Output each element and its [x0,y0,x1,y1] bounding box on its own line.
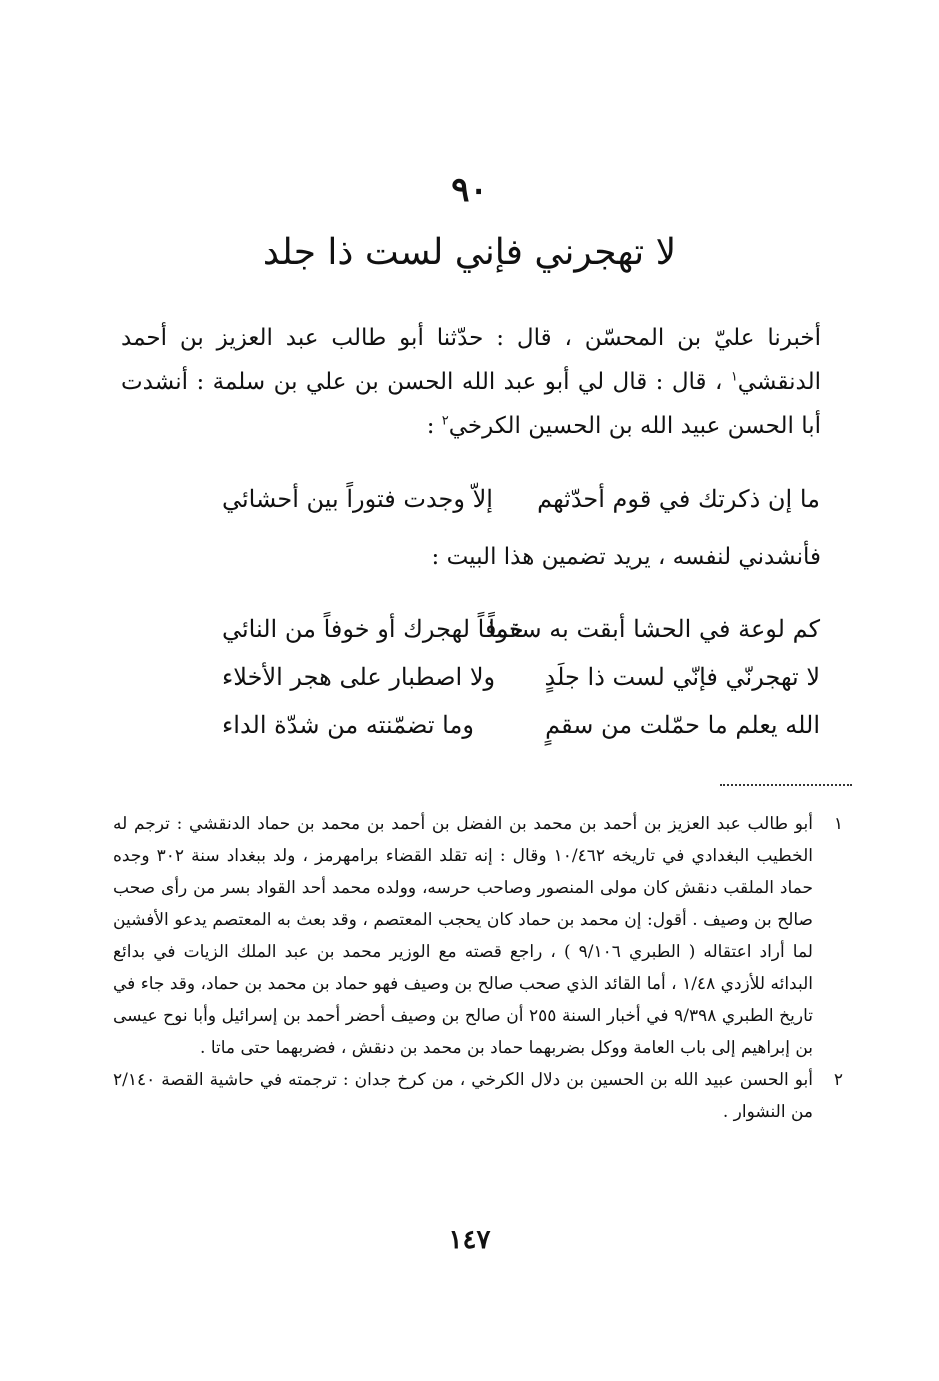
intro-text-c: : [426,413,442,439]
intro-text-b: ، قال : قال لي أبو عبد الله الحسن بن علي بن سلمة : أنشدت أبا الحسن عبيد الله بن الحسين الكرخي [121,369,821,439]
footnote-1 [113,808,843,1064]
verse-hemistich-first: الله يعلم ما حمّلت من سقمٍ [545,711,820,739]
verse-line [222,474,820,524]
footnote-number: ١ [833,814,843,834]
footnote-ref-1[interactable]: ١ [730,369,738,385]
intro-paragraph [121,316,821,448]
footnote-text: أبو طالب عبد العزيز بن أحمد بن محمد بن الفضل بن أحمد بن محمد بن حماد الدنقشي : ترجم له الخطيب البغدادي في تاريخه ١٠/٤٦٢ وقال : إنه تقلد القضاء برامهرمز ، ولد ببغداد سنة ٣٠٢ وجده حماد الملقب دنقش كان مولى المنصور وصاحب حرسه، وولده محمد أحد القواد بسر من رأى صحب صالح بن وصيف . أقول: إن محمد بن حماد كان يحجب المعتصم ، وقد بعث به المعتصم يدعو الأفشين لما أراد اعتقاله ( الطبري ٩/١٠٦ ) ، راجع قصته مع الوزير محمد بن عبد الملك الزيات في بدائع البدائه للأزدي ١/٤٨ ، أما القائد الذي صحب صالح بن وصيف فهو حماد بن محمد بن حماد، وقد جاء في تاريخ الطبري ٩/٣٩٨ في أخبار السنة ٢٥٥ أن صالح بن وصيف أحضر أحمد بن إسرائيل وأبا نوح عيسى بن إبراهيم إلى باب العامة ووكل بضربهما حماد بن محمد بن دنقش ، فضربهما حتى ماتا . [113,814,814,1058]
footnote-ref-2[interactable]: ٢ [441,413,449,429]
story-number: ٩٠ [451,170,488,210]
verse-hemistich-first: كم لوعة في الحشا أبقت به سقماً [488,615,820,643]
story-title: لا تهجرني فإني لست ذا جلد [262,232,677,273]
footnote-text: أبو الحسن عبيد الله بن الحسين بن دلال الكرخي ، من كرخ جدان : ترجمته في حاشية القصة ٢/١٤٠ من النشوار . [113,1070,813,1122]
middle-paragraph: فأنشدني لنفسه ، يريد تضمين هذا البيت : [431,544,821,570]
footnote-separator [720,784,852,786]
verse-line [222,652,820,702]
footnote-number: ٢ [833,1070,843,1090]
verse-line [222,604,820,654]
verse-line [222,700,820,750]
verse-hemistich-second: ولا اصطبار على هجر الأخلاء [222,663,496,691]
footnotes-section [113,808,843,1128]
verse-hemistich-second: خوفاً لهجرك أو خوفاً من النائي [222,615,524,643]
verse-hemistich-first: ما إن ذكرتك في قوم أحدّثهم [537,485,820,513]
verse-hemistich-first: لا تهجرنّي فإنّي لست ذا جلَدٍ [544,663,820,691]
verse-hemistich-second: وما تضمّنته من شدّة الداء [222,711,474,739]
page-number: ١٤٧ [448,1225,491,1255]
verse-hemistich-second: إلاّ وجدت فتوراً بين أحشائي [222,485,493,513]
intro-text-a: أخبرنا عليّ بن المحسّن ، قال : حدّثنا أبو طالب عبد العزيز بن أحمد الدنقشي [121,325,821,395]
footnote-2 [113,1064,843,1128]
